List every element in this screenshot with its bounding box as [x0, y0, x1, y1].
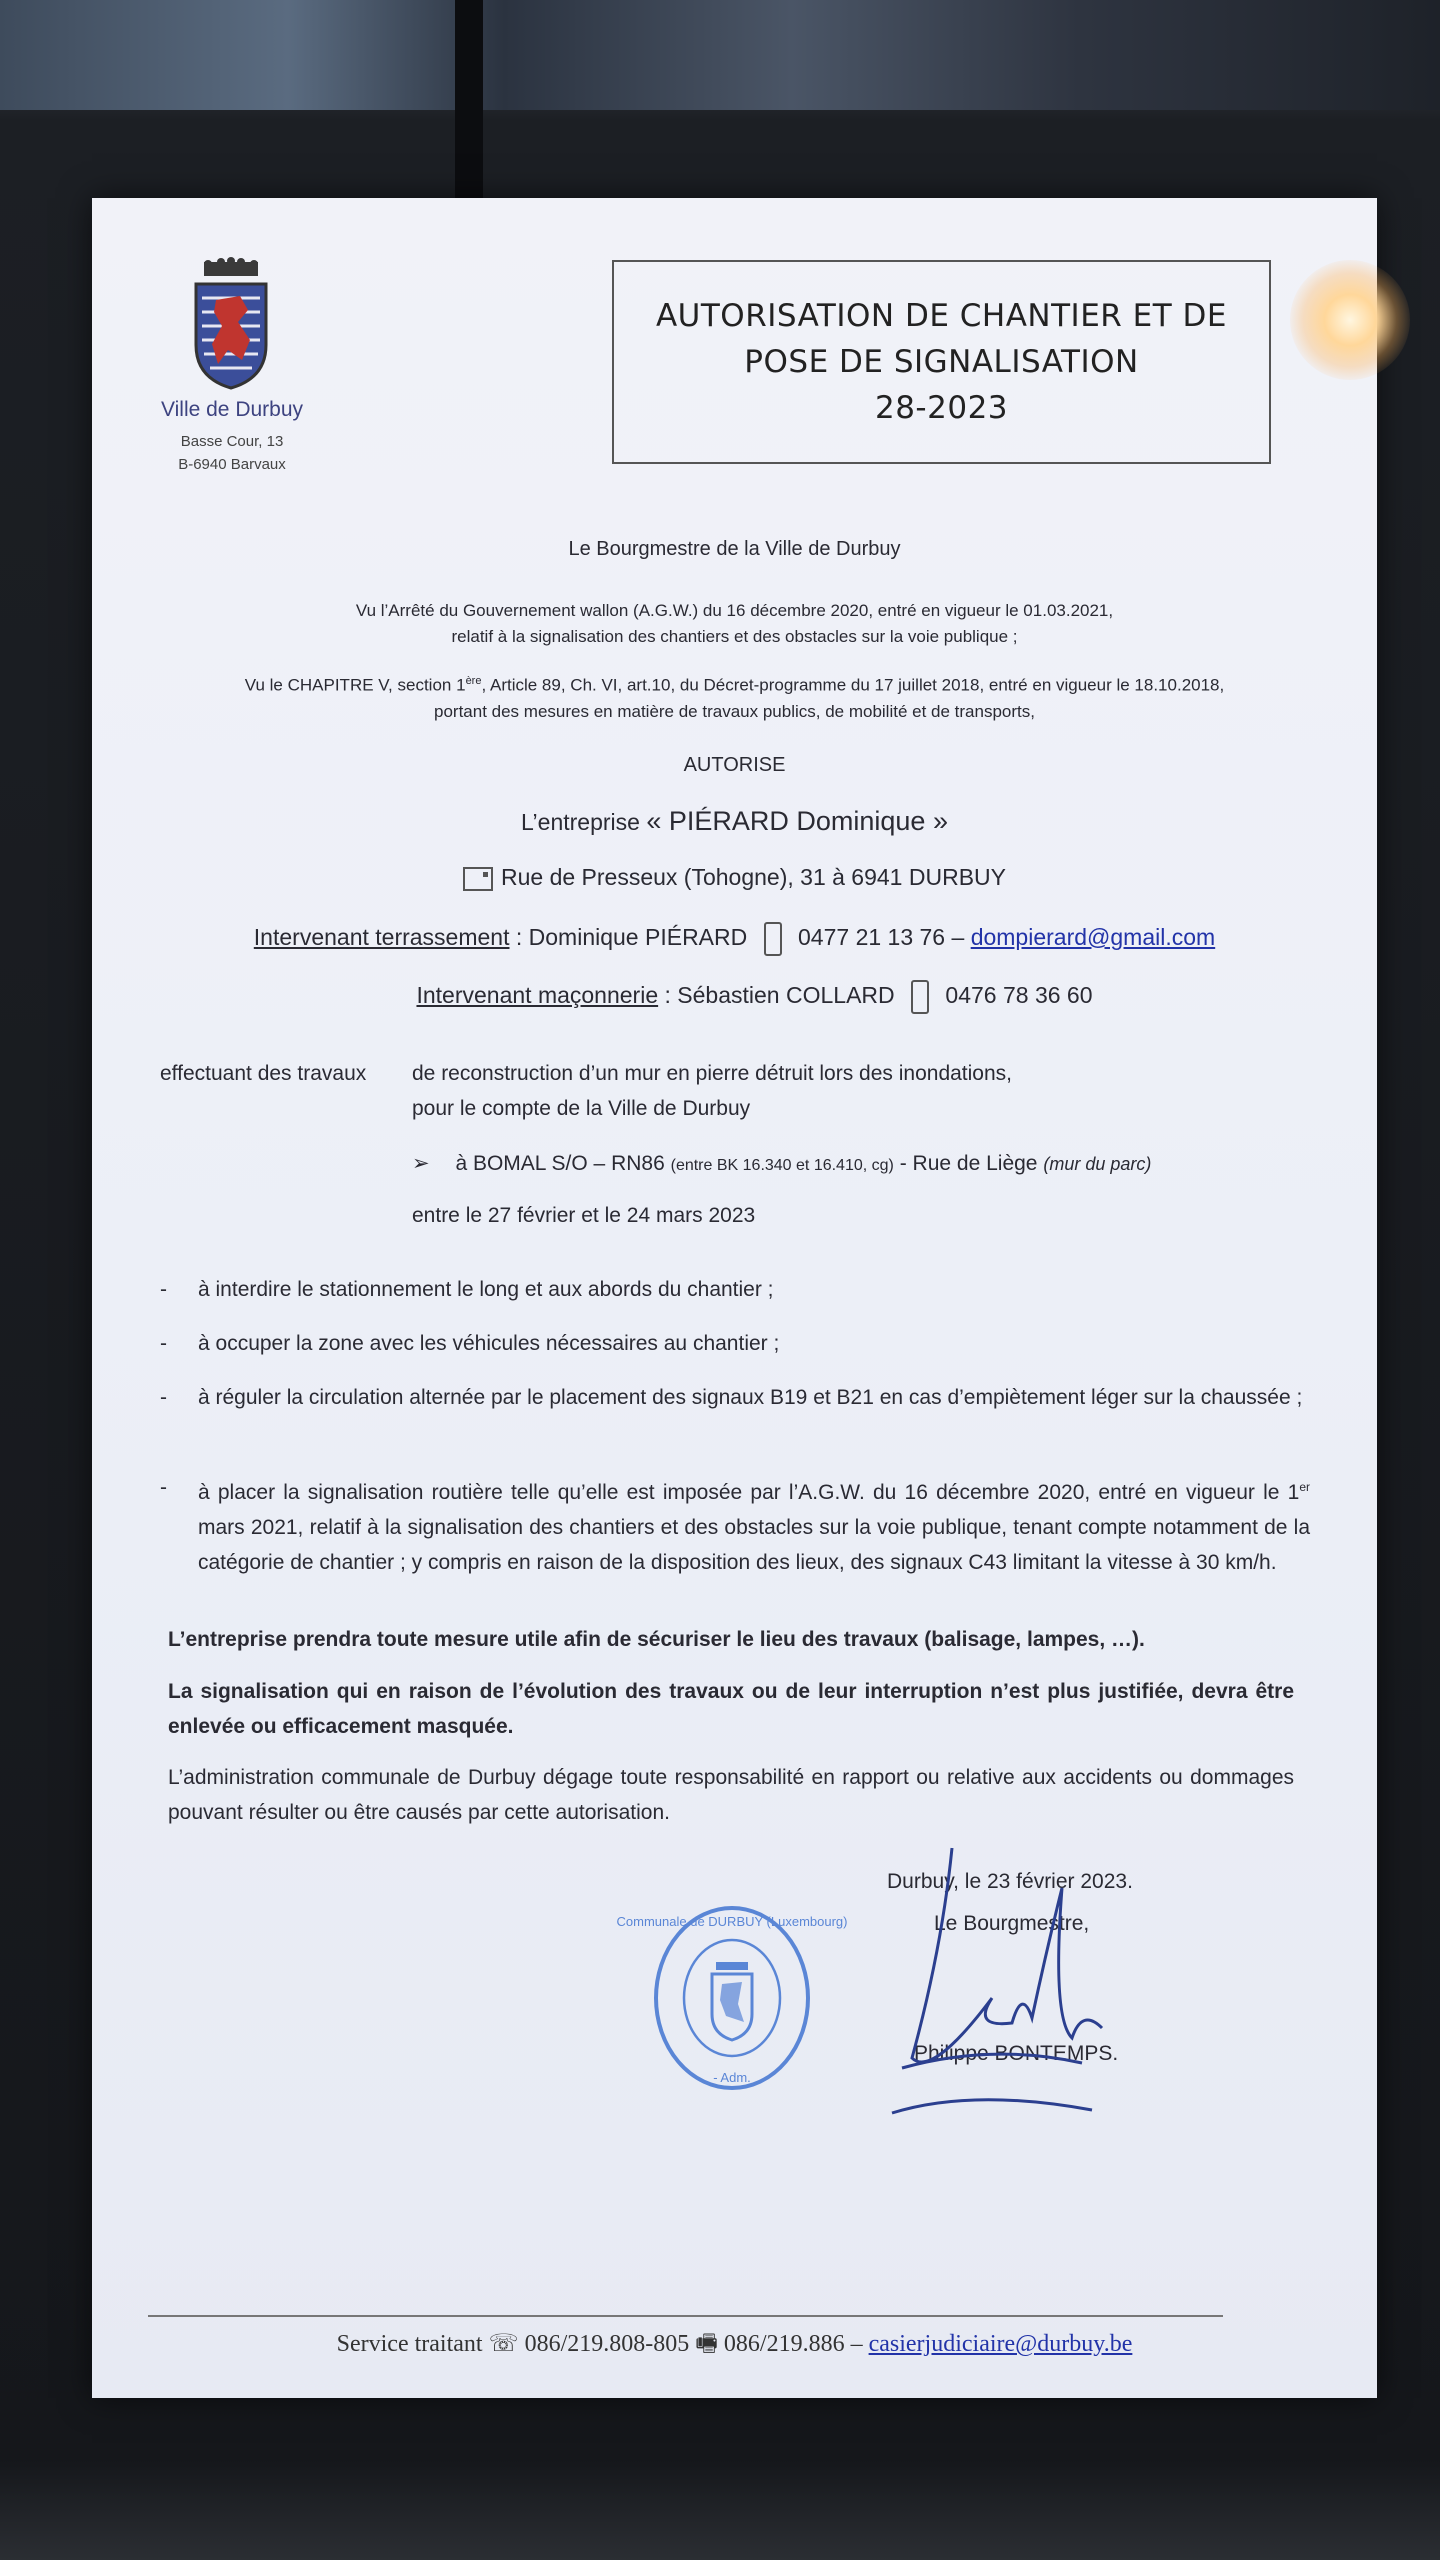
list-item-text	[198, 1470, 1310, 1580]
fax-icon: 🖷	[695, 2331, 718, 2357]
stamp-text: Communale de DURBUY (Luxembourg)	[616, 1914, 848, 1929]
legal-text	[92, 668, 1377, 699]
company-address: Rue de Presseux (Tohogne), 31 à 6941 DURBUY	[500, 864, 1006, 890]
footer-fax: 086/219.886	[723, 2331, 845, 2357]
title-line: AUTORISATION DE CHANTIER ET DE	[655, 298, 1228, 334]
address-line: Basse Cour, 13	[180, 433, 284, 450]
document-number: 28-2023	[874, 390, 1009, 426]
list-item-text: à occuper la zone avec les véhicules nécessaires au chantier ;	[198, 1332, 780, 1355]
legal-text: Vu l’Arrêté du Gouvernement wallon (A.G.W.) du 16 décembre 2020, entré en vigueur le 01.03.2021,	[355, 601, 1114, 620]
lamp-glare	[1290, 260, 1410, 380]
separator: –	[951, 924, 965, 951]
bullet-dash: -	[160, 1476, 167, 1499]
footer-service: Service traitant	[336, 2331, 483, 2357]
legal-text-part: , Article 89, Ch. VI, art.10, du Décret-programme du 17 juillet 2018, entré en vigueur le 18.10.2018,	[481, 675, 1225, 695]
coat-of-arms-icon	[188, 260, 274, 390]
closing-paragraph-1: L’entreprise prendra toute mesure utile afin de sécuriser le lieu des travaux (balisage, lampes, …).	[168, 1628, 1145, 1651]
title-line: POSE DE SIGNALISATION	[744, 344, 1139, 380]
signatory-role: Le Bourgmestre,	[934, 1912, 1090, 1935]
location-note: (mur du parc)	[1043, 1154, 1152, 1174]
envelope-icon	[463, 867, 493, 891]
company-prefix: L’entreprise	[521, 809, 640, 835]
stamp-text: - Adm.	[713, 2070, 751, 2085]
works-description	[412, 1056, 1012, 1126]
contact-maconnerie	[92, 980, 1397, 1014]
list-item	[160, 1272, 1310, 1307]
document-page	[92, 198, 1377, 2398]
issuer-line: Le Bourgmestre de la Ville de Durbuy	[568, 538, 901, 560]
contact-name: : Sébastien COLLARD	[664, 982, 895, 1009]
bullet-dash: -	[160, 1278, 167, 1301]
telephone-icon: ☏	[488, 2331, 519, 2357]
list-item	[160, 1380, 1310, 1415]
arrow-bullet-icon: ➢	[412, 1152, 430, 1175]
mobile-phone-icon	[764, 922, 782, 956]
contact-email-link[interactable]: dompierard@gmail.com	[970, 924, 1216, 951]
document-title-box	[612, 260, 1271, 464]
contact-label: Intervenant maçonnerie	[416, 982, 659, 1009]
legal-text: portant des mesures en matière de travaux publics, de mobilité et de transports,	[434, 701, 1035, 721]
list-text-part: à placer la signalisation routière telle qu’elle est imposée par l’A.G.W. du 16 décembre 2020, entré en vigueur le 1	[198, 1481, 1300, 1504]
official-stamp	[616, 1904, 848, 2092]
location-km: (entre BK 16.340 et 16.410, cg)	[670, 1157, 894, 1174]
contact-label: Intervenant terrassement	[253, 924, 510, 951]
footer-email-link[interactable]: casierjudiciaire@durbuy.be	[868, 2331, 1133, 2357]
list-text-part: mars 2021, relatif à la signalisation des chantiers et des obstacles sur la voie publique, tenant compte notamment de la catégorie de chantier ; y compris en raison de la disposition des lieux, des signaux C43 limitant la vitesse à 30 km/h.	[198, 1516, 1310, 1574]
list-item	[160, 1326, 1310, 1361]
company-name: « PIÉRARD Dominique »	[646, 806, 948, 836]
location-street: - Rue de Liège	[899, 1152, 1038, 1175]
legal-reference-2	[92, 668, 1377, 725]
mobile-phone-icon	[911, 980, 929, 1014]
contact-name: : Dominique PIÉRARD	[515, 924, 748, 951]
superscript: er	[1299, 1480, 1310, 1494]
works-desc-line: de reconstruction d’un mur en pierre détruit lors des inondations,	[412, 1062, 1012, 1085]
separator: –	[850, 2331, 863, 2357]
contact-phone: 0477 21 13 76	[798, 924, 946, 951]
signatory-name: Philippe BONTEMPS.	[914, 2042, 1119, 2065]
town-address	[132, 430, 332, 476]
bullet-dash: -	[160, 1386, 167, 1409]
background-window	[0, 0, 1440, 110]
closing-paragraph-3: L’administration communale de Durbuy dégage toute responsabilité en rapport ou relative aux accidents ou dommages pouvant résulter ou être causés par cette autorisation.	[168, 1766, 1294, 1824]
list-item	[160, 1470, 1310, 1580]
handwritten-signature	[872, 1828, 1122, 2128]
works-lead: effectuant des travaux	[160, 1062, 367, 1085]
bullet-dash: -	[160, 1332, 167, 1355]
company-address-line	[92, 864, 1377, 891]
address-line: B-6940 Barvaux	[178, 456, 286, 473]
legal-text-part: Vu le CHAPITRE V, section 1	[244, 675, 466, 695]
works-period: entre le 27 février et le 24 mars 2023	[412, 1204, 756, 1227]
footer-phone: 086/219.808-805	[524, 2331, 690, 2357]
legal-text: relatif à la signalisation des chantiers et des obstacles sur la voie publique ;	[451, 627, 1018, 646]
place-date: Durbuy, le 23 février 2023.	[887, 1870, 1133, 1893]
works-desc-line: pour le compte de la Ville de Durbuy	[412, 1097, 751, 1120]
list-item-text: à réguler la circulation alternée par le placement des signaux B19 et B21 en cas d’empiètement léger sur la chaussée ;	[198, 1386, 1303, 1409]
company-line	[92, 806, 1377, 837]
town-name: Ville de Durbuy	[160, 398, 304, 421]
location-main: à BOMAL S/O – RN86	[455, 1152, 665, 1175]
superscript: ère	[465, 675, 482, 687]
footer-divider	[148, 2315, 1223, 2317]
list-item-text: à interdire le stationnement le long et aux abords du chantier ;	[198, 1278, 774, 1301]
footer	[92, 2326, 1377, 2367]
window-frame-bar	[455, 0, 483, 200]
works-location	[412, 1146, 1151, 1183]
legal-reference-1	[92, 598, 1377, 650]
closing-paragraph-2: La signalisation qui en raison de l’évolution des travaux ou de leur interruption n’est plus justifiée, devra être enlevée ou efficacement masquée.	[168, 1680, 1294, 1738]
contact-terrassement	[92, 922, 1377, 956]
contact-phone: 0476 78 36 60	[945, 982, 1093, 1009]
autorise-heading: AUTORISE	[683, 754, 786, 776]
